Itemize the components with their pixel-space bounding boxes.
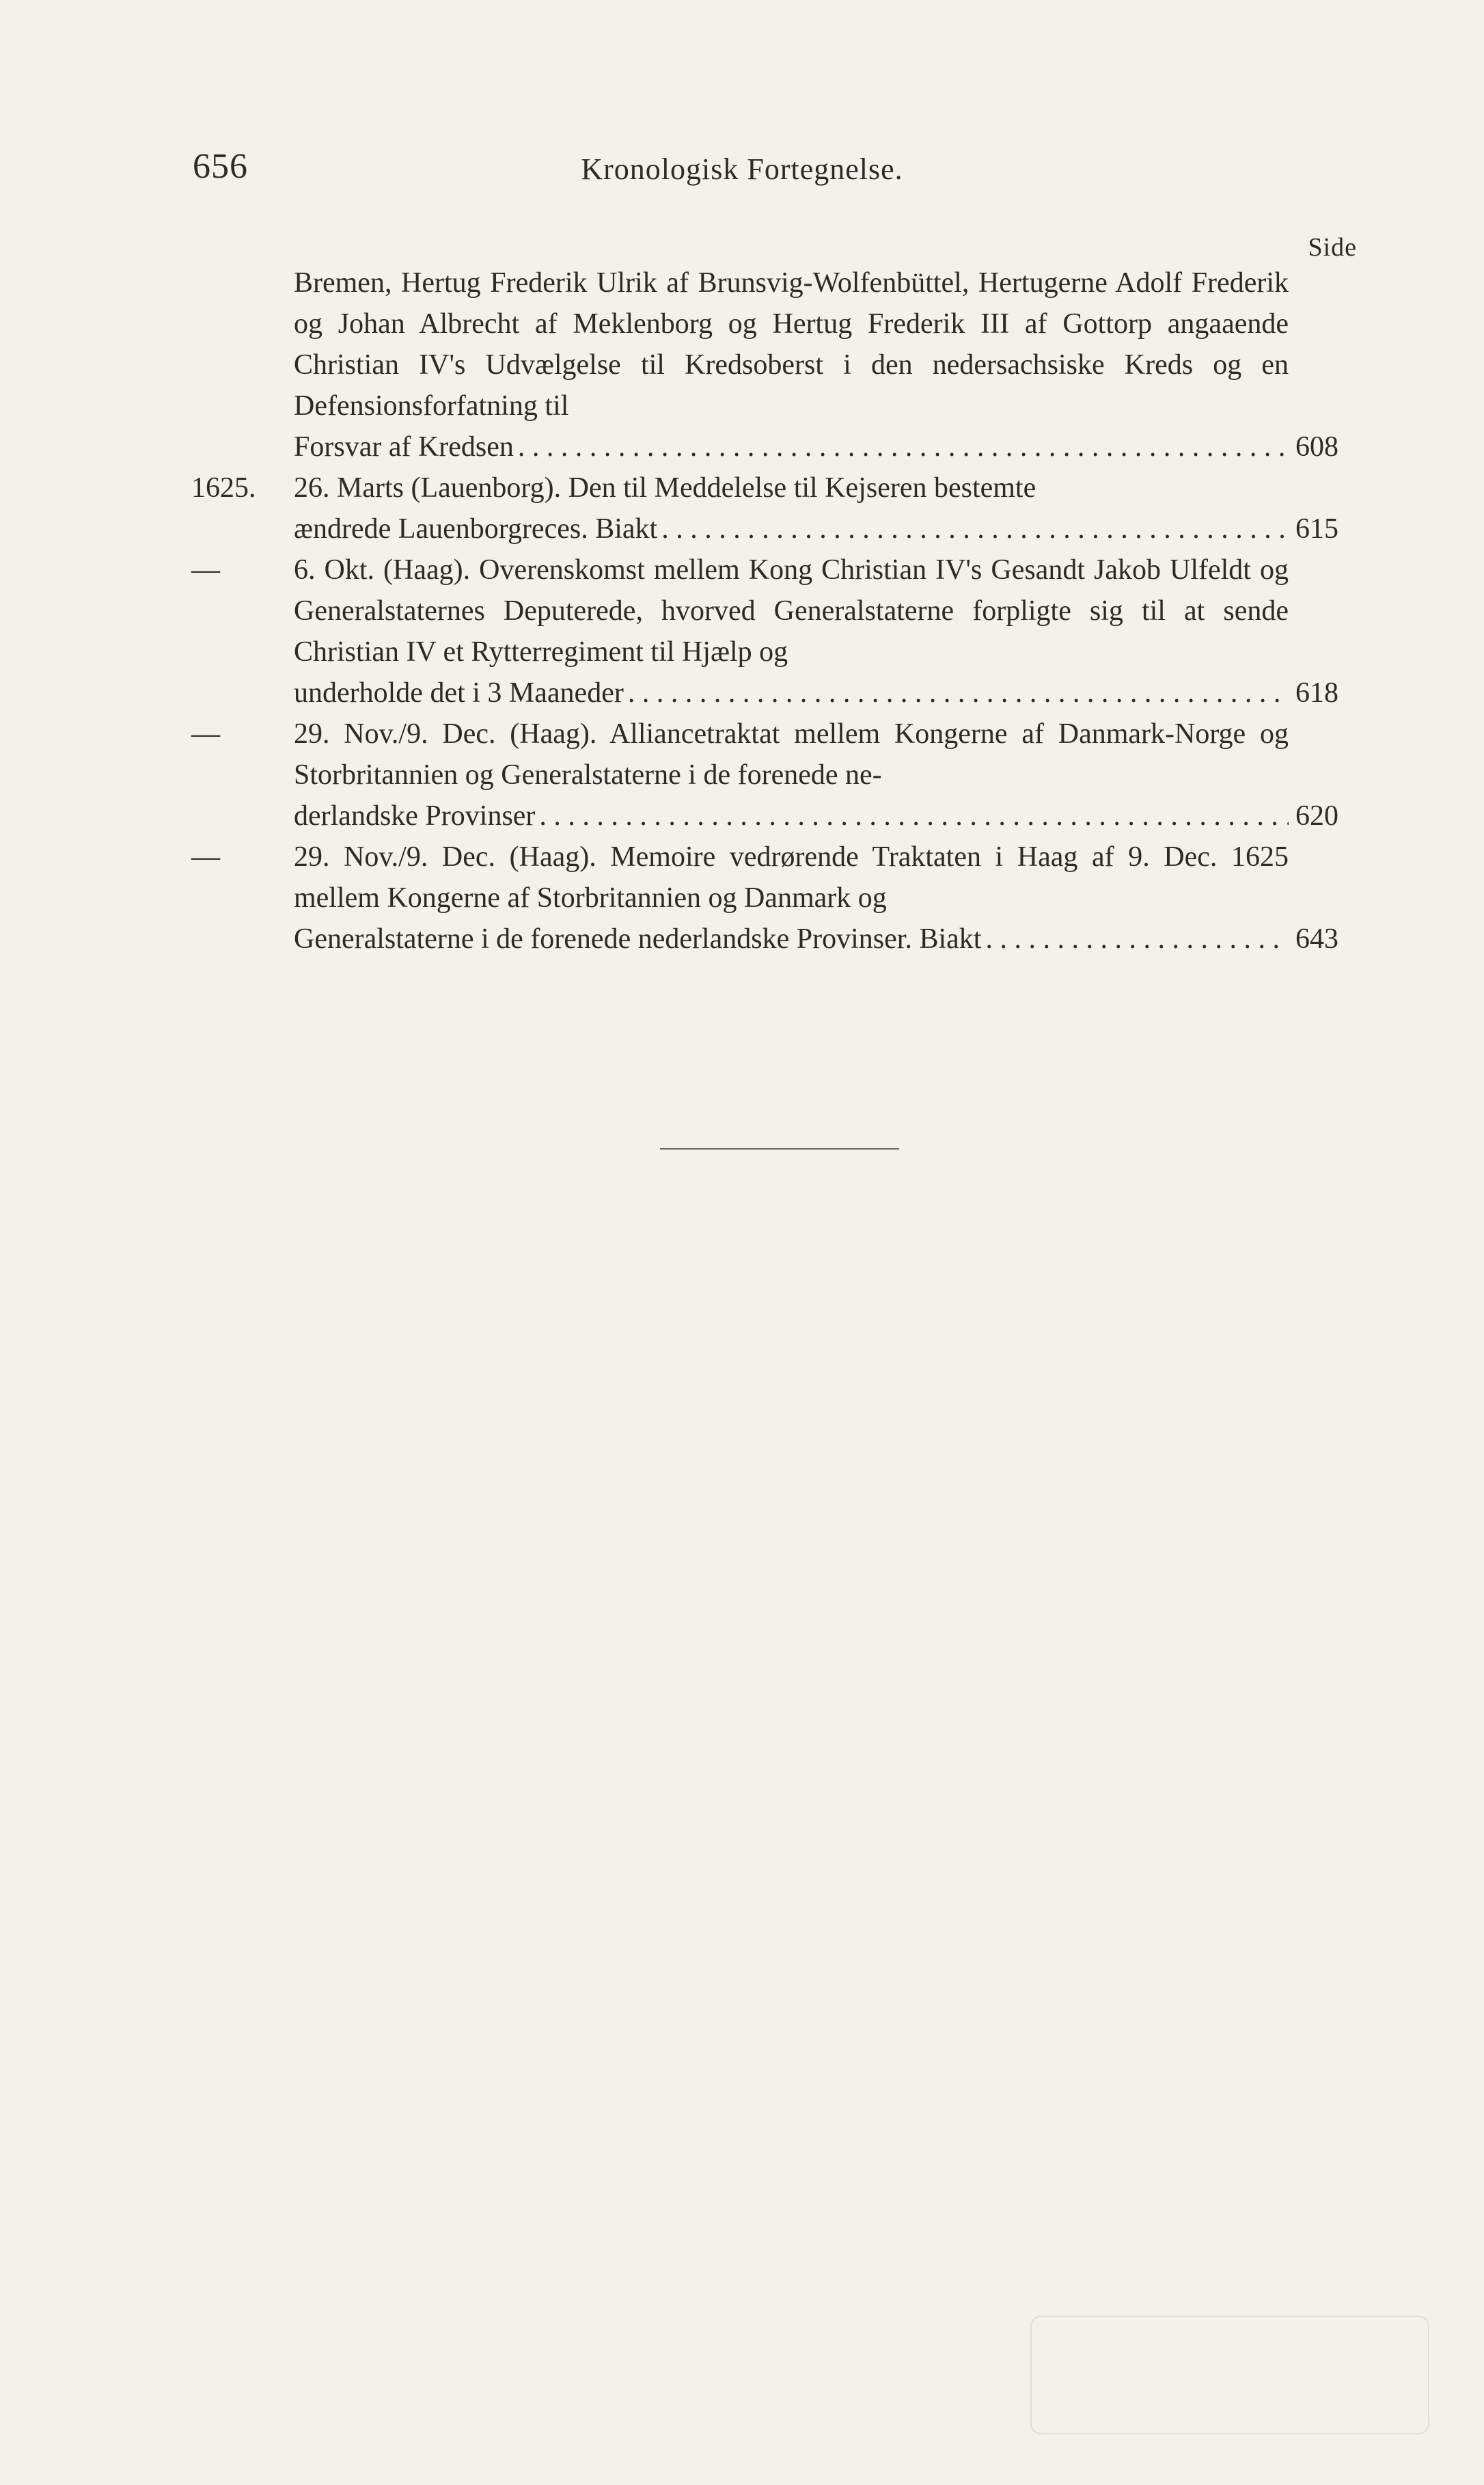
list-item [191, 714, 1357, 837]
entry-page-number: 620 [1295, 800, 1338, 832]
side-column-label: Side [1308, 233, 1357, 262]
entry-text: 29. Nov./9. Dec. (Haag). Memoire vedrørende Traktaten i Haag af 9. Dec. 1625 mellem Kongerne af Storbritannien og Danmark og [294, 841, 1289, 914]
entry-text-end: derlandske Provinser [294, 800, 536, 832]
entry-year: — [191, 718, 220, 750]
entry-year: — [191, 841, 220, 873]
list-item [191, 467, 1357, 549]
list-item [191, 837, 1357, 960]
leader-dots [661, 508, 1289, 549]
entry-text: Bremen, Hertug Frederik Ulrik af Brunsvig-Wolfenbüttel, Hertugerne Adolf Frederik og Johan Albrecht af Meklenborg og Hertug Frederik III af Gottorp angaaende Christian IV's Udvælgelse til Kredsoberst i den nedersachsiske Kreds og en Defensionsforfatning til [294, 267, 1289, 422]
list-item [294, 262, 1357, 467]
entry-page-number: 608 [1295, 431, 1338, 463]
entry-text: 29. Nov./9. Dec. (Haag). Alliancetraktat mellem Kongerne af Danmark-Norge og Storbritannien og Generalstaterne i de forenede ne- [294, 718, 1289, 791]
entry-year: — [191, 554, 220, 586]
leader-dots [628, 673, 1289, 714]
entry-page-number: 615 [1295, 513, 1338, 545]
list-item [191, 549, 1357, 714]
entry-text-end: Generalstaterne i de forenede nederlandske Provinser. Biakt [294, 923, 982, 955]
entry-text: 6. Okt. (Haag). Overenskomst mellem Kong Christian IV's Gesandt Jakob Ulfeldt og Generalstaternes Deputerede, hvorved Generalstaterne forpligte sig til at sende Christian IV et Rytterregiment til Hjælp og [294, 554, 1289, 668]
entry-text-end: ændrede Lauenborgreces. Biakt [294, 513, 658, 545]
leader-dots [518, 426, 1289, 467]
entry-page-number: 643 [1295, 923, 1338, 955]
entry-year: 1625. [191, 472, 256, 504]
leader-dots [539, 796, 1289, 837]
entry-page-number: 618 [1295, 677, 1338, 709]
entry-text-end: Forsvar af Kredsen [294, 431, 514, 463]
entry-text-end: underholde det i 3 Maaneder [294, 677, 624, 709]
section-divider [660, 1148, 899, 1150]
chronological-list [191, 262, 1357, 960]
entry-text: 26. Marts (Lauenborg). Den til Meddelelse til Kejseren bestemte [294, 472, 1036, 504]
page-number: 656 [193, 147, 248, 186]
running-header: Kronologisk Fortegnelse. [581, 152, 903, 186]
leader-dots [985, 919, 1289, 960]
paper-crease [1030, 2316, 1429, 2434]
